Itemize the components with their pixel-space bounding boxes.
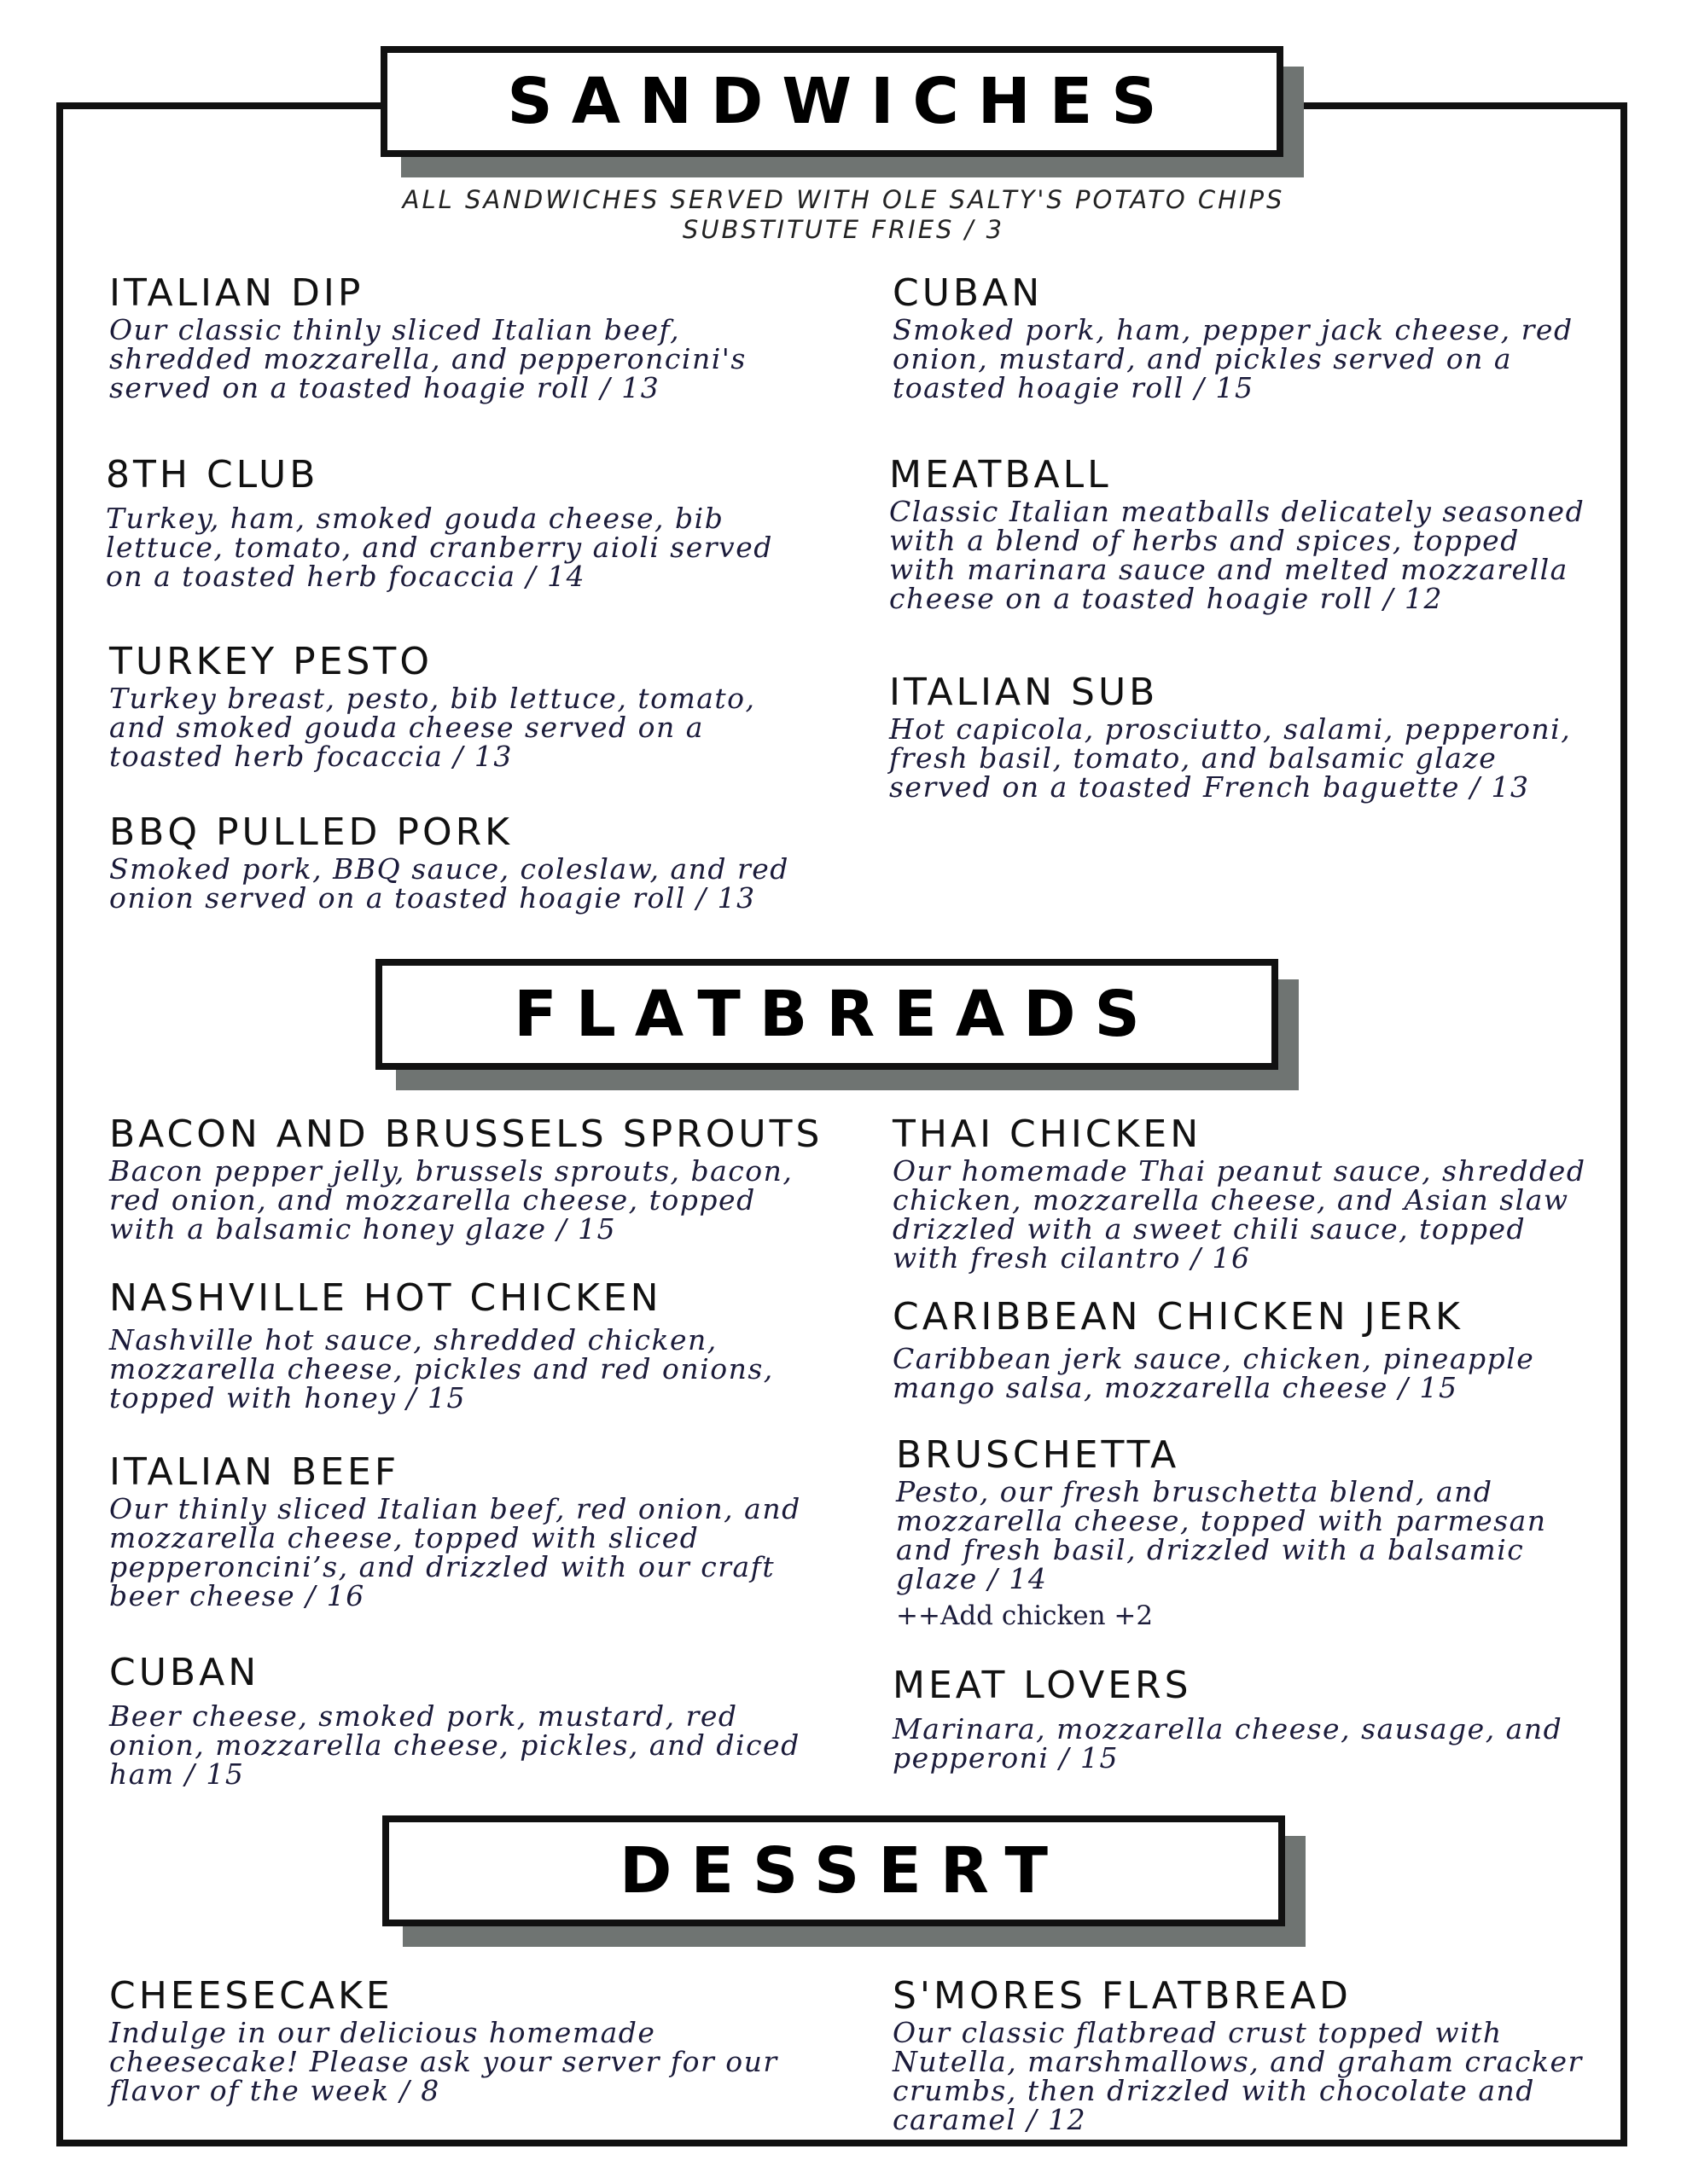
menu-item [109, 640, 756, 771]
dessert-banner [382, 1815, 1285, 1926]
sandwiches-banner [381, 46, 1283, 157]
item-description: Beer cheese, smoked pork, mustard, red onion, mozzarella cheese, pickles, and diced ham / 15 [109, 1699, 800, 1791]
menu-item [109, 271, 747, 403]
item-name: CHEESECAKE [109, 1974, 393, 2018]
sandwiches-note-1: ALL SANDWICHES SERVED WITH OLE SALTY'S POTATO CHIPS [402, 185, 1285, 214]
sandwiches-heading: SANDWICHES [381, 46, 1283, 157]
item-description: Classic Italian meatballs delicately seasoned with a blend of herbs and spices, topped with marinara sauce and melted mozzarella cheese on a toasted hoagie roll / 12 [889, 495, 1585, 615]
item-description: Our homemade Thai peanut sauce, shredded chicken, mozzarella cheese, and Asian slaw drizzled with a sweet chili sauce, topped with fresh cilantro / 16 [893, 1154, 1586, 1275]
item-name: MEAT LOVERS [893, 1664, 1192, 1707]
menu-item [893, 1664, 1562, 1773]
flatbreads-heading: FLATBREADS [375, 959, 1278, 1070]
item-name: NASHVILLE HOT CHICKEN [109, 1276, 662, 1320]
menu-item [889, 453, 1585, 613]
item-description: Pesto, our fresh bruschetta blend, and mozzarella cheese, topped with parmesan and fresh basil, drizzled with a balsamic glaze / 14 [896, 1475, 1547, 1595]
item-name: S'MORES FLATBREAD [893, 1974, 1352, 2018]
item-name: CARIBBEAN CHICKEN JERK [893, 1295, 1463, 1339]
menu-item [889, 671, 1571, 802]
item-description: Turkey, ham, smoked gouda cheese, bib lettuce, tomato, and cranberry aioli served on a toasted herb focaccia / 14 [106, 502, 773, 593]
item-description: Smoked pork, BBQ sauce, coleslaw, and red onion served on a toasted hoagie roll / 13 [109, 852, 789, 915]
item-name: BACON AND BRUSSELS SPROUTS [109, 1112, 823, 1156]
item-name: ITALIAN BEEF [109, 1450, 400, 1494]
item-description: Indulge in our delicious homemade cheesecake! Please ask your server for our flavor of the week / 8 [109, 2016, 778, 2107]
item-name: ITALIAN SUB [889, 671, 1159, 714]
menu-item [109, 1651, 800, 1789]
item-name: THAI CHICKEN [893, 1112, 1202, 1156]
item-description: Hot capicola, prosciutto, salami, pepperoni, fresh basil, tomato, and balsamic glaze served on a toasted French baguette / 13 [889, 712, 1572, 804]
item-description: Bacon pepper jelly, brussels sprouts, bacon, red onion, and mozzarella cheese, topped with a balsamic honey glaze / 15 [109, 1154, 794, 1246]
menu-item [109, 810, 789, 913]
menu-item [893, 1295, 1534, 1403]
item-name: BBQ PULLED PORK [109, 810, 514, 854]
flatbreads-banner [375, 959, 1278, 1070]
item-description: Turkey breast, pesto, bib lettuce, tomato, and smoked gouda cheese served on a toasted herb focaccia / 13 [109, 682, 756, 773]
item-description: Our classic flatbread crust topped with Nutella, marshmallows, and graham cracker crumbs, then drizzled with chocolate and caramel / 12 [893, 2016, 1583, 2136]
sandwiches-note-2: SUBSTITUTE FRIES / 3 [682, 215, 1005, 244]
menu-item [893, 1112, 1585, 1273]
item-name: BRUSCHETTA [896, 1433, 1180, 1477]
menu-item [109, 1450, 801, 1611]
item-description: Nashville hot sauce, shredded chicken, mozzarella cheese, pickles and red onions, topped with honey / 15 [109, 1323, 774, 1414]
item-name: CUBAN [109, 1651, 260, 1694]
menu-item [893, 271, 1574, 403]
item-name: ITALIAN DIP [109, 271, 364, 315]
item-description: Marinara, mozzarella cheese, sausage, and pepperoni / 15 [893, 1712, 1563, 1774]
menu-item [106, 453, 773, 591]
menu-item [893, 1974, 1583, 2135]
item-description: Smoked pork, ham, pepper jack cheese, red onion, mustard, and pickles served on a toasted hoagie roll / 15 [893, 313, 1574, 404]
item-name: TURKEY PESTO [109, 640, 433, 683]
dessert-heading: DESSERT [382, 1815, 1285, 1926]
item-description: Our thinly sliced Italian beef, red onion, and mozzarella cheese, topped with sliced pepperoncini’s, and drizzled with our craft beer cheese / 16 [109, 1492, 801, 1612]
item-description: Our classic thinly sliced Italian beef, shredded mozzarella, and pepperoncini's served on a toasted hoagie roll / 13 [109, 313, 747, 404]
item-name: MEATBALL [889, 453, 1112, 497]
menu-item [896, 1433, 1547, 1633]
item-name: 8TH CLUB [106, 453, 319, 497]
item-name: CUBAN [893, 271, 1044, 315]
add-on-note: ++Add chicken +2 [896, 1600, 1154, 1631]
menu-item [109, 1112, 823, 1244]
item-description: Caribbean jerk sauce, chicken, pineapple mango salsa, mozzarella cheese / 15 [893, 1342, 1535, 1404]
menu-item [109, 1276, 774, 1413]
menu-item [109, 1974, 778, 2106]
